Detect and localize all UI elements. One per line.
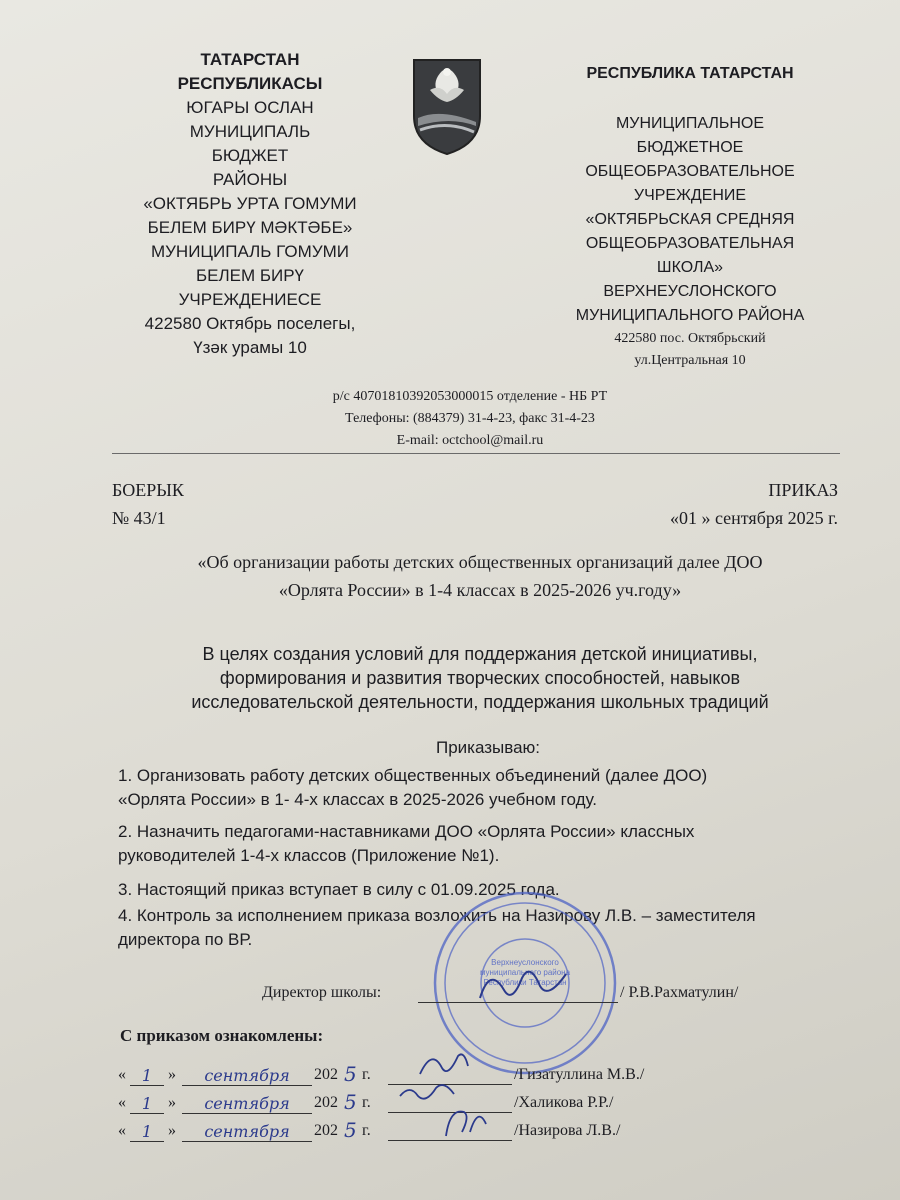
header-right-line: РЕСПУБЛИКА ТАТАРСТАН	[586, 65, 794, 82]
director-signature-icon	[470, 960, 580, 1010]
header-right-spacer	[540, 86, 840, 112]
order-date: «01 » сентября 2025 г.	[669, 508, 838, 528]
director-name: / Р.В.Рахматулин/	[620, 984, 739, 1001]
header-right-line: 422580 пос. Октябрьский	[614, 331, 766, 346]
header-left-line: Үзәк урамы 10	[193, 338, 307, 357]
preamble-line: формирования и развития творческих способностей, навыков	[219, 668, 741, 688]
header-left-line: 422580 Октябрь поселегы,	[144, 314, 356, 333]
order-word: Приказываю:	[435, 738, 541, 757]
header-right-block	[540, 62, 840, 372]
header-left-line: ТАТАРСТАН	[200, 50, 300, 69]
header-right-line: «ОКТЯБРЬСКАЯ СРЕДНЯЯ	[585, 211, 795, 228]
header-left-line: БЕЛЕМ БИРҮ	[195, 266, 305, 285]
ack-year-prefix: 202	[314, 1094, 338, 1111]
acknowledgement-row: « 1 » сентября 202 5 г. /Назирова Л.В./	[118, 1118, 621, 1142]
ack-year-prefix: 202	[314, 1122, 338, 1139]
ack-month: сентября	[182, 1122, 312, 1142]
ack-name: /Халикова Р.Р./	[514, 1094, 614, 1111]
order-title-russian: ПРИКАЗ	[768, 480, 838, 500]
order-item-line: 2. Назначить педагогами-наставниками ДОО «Орлята России» классных	[118, 822, 695, 841]
acknowledgement-row: « 1 » сентября 202 5 г. /Халикова Р.Р./	[118, 1090, 614, 1114]
stamp-text: Верхнеуслонского муниципального района Республики Татарстан	[479, 958, 571, 987]
order-item-2	[118, 820, 858, 868]
coat-of-arms-icon	[410, 56, 484, 156]
ack-year-suffix: г.	[362, 1094, 371, 1111]
order-subject-line: «Орлята России» в 1-4 классах в 2025-2026 уч.году»	[278, 580, 682, 600]
ack-year-digit: 5	[344, 1118, 357, 1142]
order-item-line: «Орлята России» в 1- 4-х классах в 2025-2026 учебном году.	[118, 790, 598, 809]
header-right-line: ШКОЛА»	[656, 259, 724, 276]
preamble-line: исследовательской деятельности, поддержания школьных традиций	[191, 692, 769, 712]
ack-month: сентября	[182, 1094, 312, 1114]
header-left-line: РЕСПУБЛИКАСЫ	[177, 74, 323, 93]
order-item-line: руководителей 1-4-х классов (Приложение №1).	[118, 846, 500, 865]
order-number: № 43/1	[112, 508, 166, 528]
ack-month: сентября	[182, 1066, 312, 1086]
header-right-line: УЧРЕЖДЕНИЕ	[633, 187, 747, 204]
header-right-line: ул.Центральная 10	[634, 353, 746, 368]
header-left-line: «ОКТЯБРЬ УРТА ГОМУМИ	[143, 194, 357, 213]
order-item-1	[118, 764, 858, 812]
ack-day: 1	[130, 1094, 164, 1114]
header-right-line: БЮДЖЕТНОЕ	[636, 139, 744, 156]
phones: Телефоны: (884379) 31-4-23, факс 31-4-23	[345, 411, 595, 426]
preamble-line: В целях создания условий для поддержания детской инициативы,	[202, 644, 758, 664]
header-left-line: РАЙОНЫ	[212, 170, 288, 189]
ack-name: /Гизатуллина М.В./	[514, 1066, 645, 1083]
ack-year-digit: 5	[344, 1090, 357, 1114]
order-subject	[120, 548, 840, 604]
acknowledgement-heading: С приказом ознакомлены:	[120, 1026, 324, 1045]
header-left-line: ЮГАРЫ ОСЛАН	[186, 98, 314, 117]
header-left-line: БЕЛЕМ БИРҮ МӘКТӘБЕ»	[147, 218, 353, 237]
ack-year-digit: 5	[344, 1062, 357, 1086]
order-item-3: 3. Настоящий приказ вступает в силу с 01.09.2025 года.	[118, 880, 560, 899]
header-right-line: ОБЩЕОБРАЗОВАТЕЛЬНАЯ	[585, 235, 795, 252]
order-subject-line: «Об организации работы детских общественных организаций далее ДОО	[197, 552, 763, 572]
header-right-line: ОБЩЕОБРАЗОВАТЕЛЬНОЕ	[585, 163, 795, 180]
header-left-line: МУНИЦИПАЛЬ ГОМУМИ	[150, 242, 350, 261]
header-right-line: МУНИЦИПАЛЬНОЕ	[615, 115, 765, 132]
contacts-block	[200, 386, 740, 452]
header-left-line: МУНИЦИПАЛЬ	[189, 122, 311, 141]
ack-day: 1	[130, 1066, 164, 1086]
signature-label: Директор школы:	[262, 984, 382, 1001]
signature-icon	[440, 1102, 490, 1142]
order-item-line: директора по ВР.	[118, 930, 253, 949]
header-right-line: ВЕРХНЕУСЛОНСКОГО	[603, 283, 777, 300]
header-left-line: БЮДЖЕТ	[211, 146, 289, 165]
email: E-mail: octchool@mail.ru	[396, 433, 544, 448]
header-left-line: УЧРЕЖДЕНИЕСЕ	[178, 290, 322, 309]
bank-account: р/с 40701810392053000015 отделение - НБ РТ	[332, 389, 608, 404]
order-item-line: 4. Контроль за исполнением приказа возложить на Назирову Л.В. – заместителя	[118, 906, 756, 925]
ack-day: 1	[130, 1122, 164, 1142]
acknowledgement-row: « 1 » сентября 202 5 г. /Гизатуллина М.В./	[118, 1062, 645, 1086]
ack-year-prefix: 202	[314, 1066, 338, 1083]
header-divider	[112, 453, 840, 454]
header-right-line: МУНИЦИПАЛЬНОГО РАЙОНА	[575, 307, 805, 324]
order-title-tatar: БОЕРЫК	[112, 480, 184, 500]
ack-name: /Назирова Л.В./	[514, 1122, 621, 1139]
ack-year-suffix: г.	[362, 1122, 371, 1139]
ack-year-suffix: г.	[362, 1066, 371, 1083]
header-left-block	[110, 48, 390, 360]
order-preamble	[140, 642, 820, 714]
order-item-line: 1. Организовать работу детских общественных объединений (далее ДОО)	[118, 766, 708, 785]
